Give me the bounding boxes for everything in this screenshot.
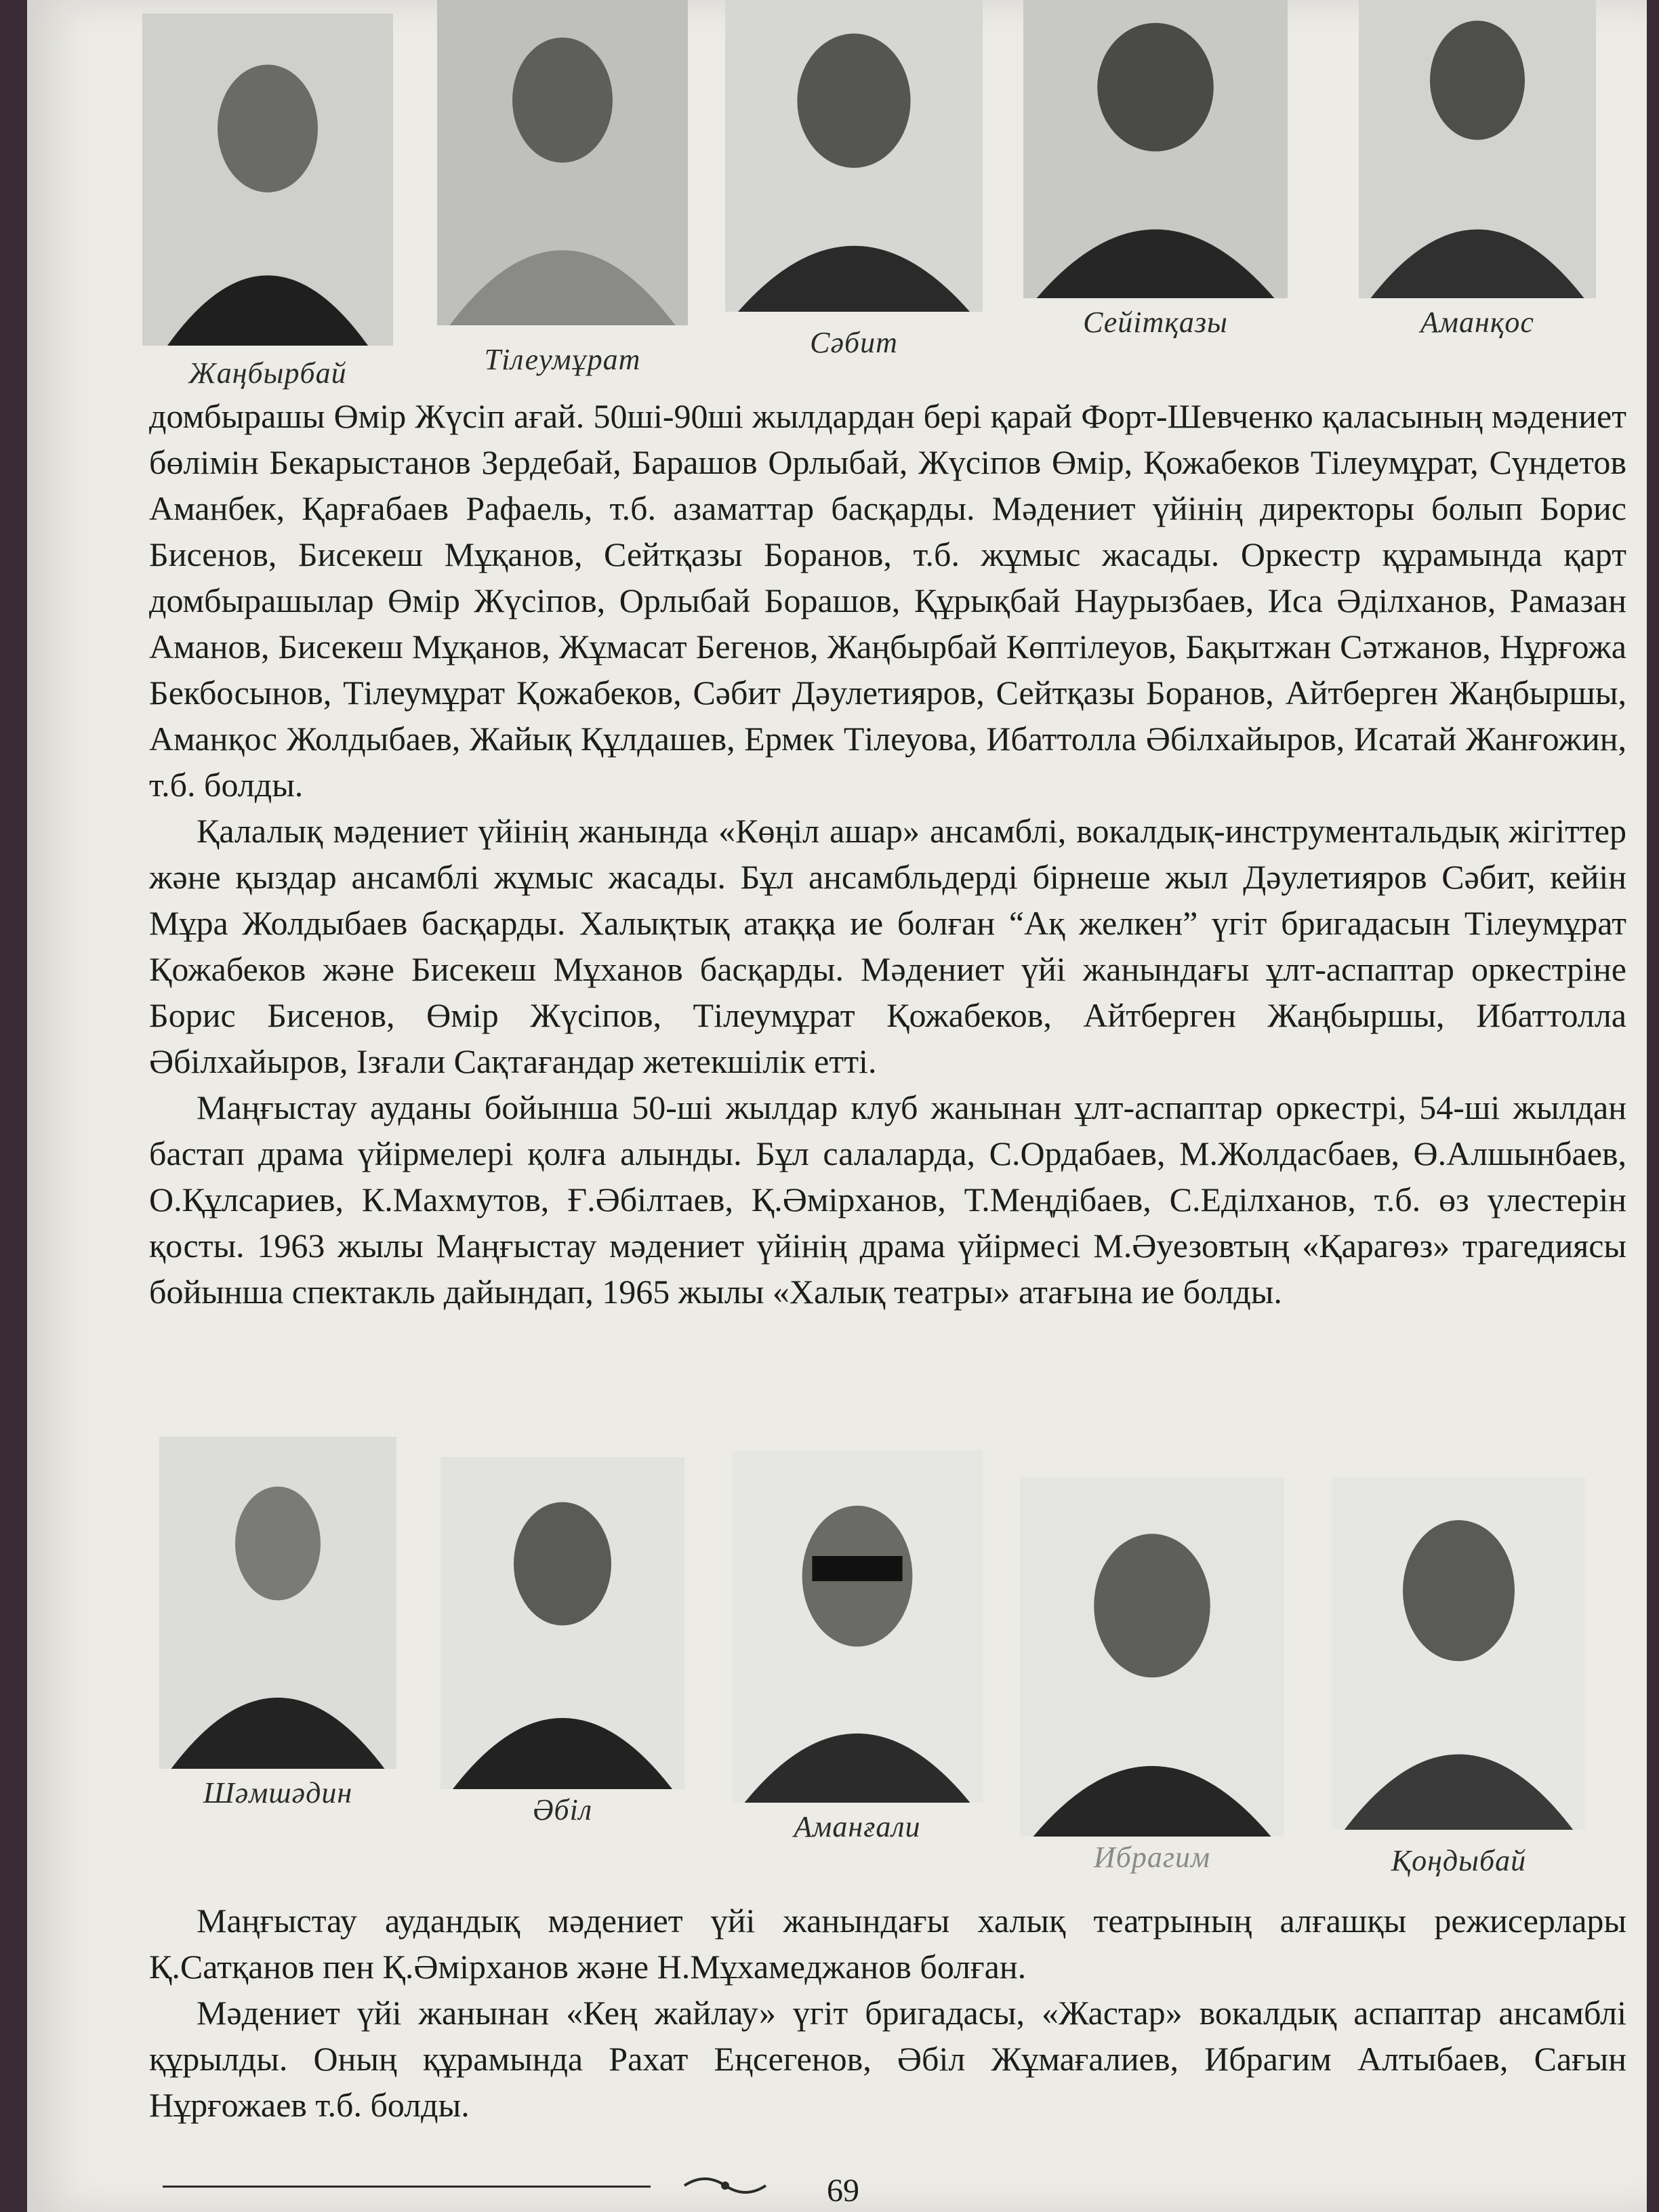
paragraph: домбырашы Өмір Жүсіп ағай. 50ші-90шi жылдардан бері қарай Форт-Шевченко қаласының мәдениет бөлімін Бекарыстанов Зердебай, Барашов Орлыбай, Жүсіпов Өмір, Қожабеков Тілеумұрат, Сүндетов Аманбек, Қарғабаев Рафаель, т.б. азаматтар басқарды. Мәдениет үйінің директоры болып Борис Бисенов, Бисекеш Мұқанов, Сейтқазы Боранов, т.б. жұмыс жасады. Оркестр құрамында қарт домбырашылар Өмір Жүсіпов, Орлыбай Борашов, Құрықбай Наурызбаев, Иса Әділханов, Рамазан Аманов, Бисекеш Мұқанов, Жұмасат Бегенов, Жаңбырбай Көптілеуов, Бақытжан Сәтжанов, Нұрғожа Бекбосынов, Тілеумұрат Қожабеков, Сәбит Дәулетияров, Сейтқазы Боранов, Айтберген Жаңбыршы, Аманқос Жолдыбаев, Жайық Құлдашев, Ермек Тілеуова, Ибаттолла Әбілхайыров, Исатай Жанғожин, т.б. болды. (149, 397, 1626, 804)
paragraph: Маңғыстау ауданы бойынша 50-ші жылдар клуб жанынан ұлт-аспаптар оркестрі, 54-ші жылдан бастап драма үйірмелері қолға алынды. Бұл салаларда, С.Ордабаев, М.Жолдасбаев, Ө.Алшынбаев, О.Құлсариев, К.Махмутов, Ғ.Әбілтаев, Қ.Әмірханов, Т.Меңдібаев, С.Еділханов, т.б. өз үлестерін қосты. 1963 жылы Маңғыстау мәдениет үйінің драма үйірмесі М.Әуезовтың «Қарагөз» трагедиясы бойынша спектакль дайындап, 1965 жылы «Халық театры» атағына ие болды. (149, 1088, 1626, 1311)
book-page (27, 0, 1647, 2212)
portrait-photo (441, 1457, 684, 1789)
photo-caption: Сәбит (810, 326, 898, 359)
photo-caption: Қоңдыбай (1391, 1844, 1527, 1877)
portrait-photo (1359, 0, 1596, 298)
ornament-icon (678, 2169, 773, 2203)
paragraph: Қалалық мәдениет үйінің жанында «Көңіл ашар» ансамблі, вокалдық-инструментальдық жігіттер және қыздар ансамблі жұмыс жасады. Бұл ансамбльдерді бірнеше жыл Дәулетияров Сәбит, кейін Мұра Жолдыбаев басқарды. Халықтық атаққа ие болған “Ақ желкен” үгіт бригадасын Тілеумұрат Қожабеков және Бисекеш Мұханов басқарды. Мәдениет үйі жанындағы ұлт-аспаптар оркестріне Борис Бисенов, Өмір Жүсіпов, Тілеумұрат Қожабеков, Айтберген Жаңбыршы, Ибаттолла Әбілхайыров, Ізғали Сақтағандар жетекшілік етті. (149, 812, 1626, 1080)
portrait-photo (437, 0, 688, 325)
portrait-photo (142, 14, 393, 346)
portrait-photo (732, 1450, 983, 1803)
main-text (149, 393, 1626, 1315)
photo-caption: Тілеумұрат (484, 343, 641, 376)
photo-caption: Ибрагим (1093, 1841, 1211, 1874)
portrait-photo (725, 0, 983, 312)
closing-text (149, 1898, 1626, 2128)
portrait-photo (1020, 1477, 1284, 1837)
paragraph: Маңғыстау аудандық мәдениет үйі жанындағы халық театрының алғашқы режисерлары Қ.Сатқанов пен Қ.Әмірханов және Н.Мұхамеджанов болған. (149, 1902, 1626, 1986)
photo-caption: Жаңбырбай (188, 356, 347, 390)
photo-caption: Шәмшәдин (203, 1776, 353, 1809)
photo-caption: Аманқос (1420, 306, 1534, 339)
portrait-photo (159, 1437, 396, 1769)
photo-caption: Аманғали (794, 1810, 921, 1843)
paragraph: Мәдениет үйі жанынан «Кең жайлау» үгіт бригадасы, «Жастар» вокалдық аспаптар ансамблі құрылды. Оның құрамында Рахат Еңсегенов, Әбіл Жұмағалиев, Ибрагим Алтыбаев, Сағын Нұрғожаев т.б. болды. (149, 1994, 1626, 2124)
page-number: 69 (827, 2173, 859, 2209)
portrait-photo (1023, 0, 1288, 298)
photo-caption: Сейітқазы (1083, 306, 1228, 339)
portrait-photo (1332, 1477, 1586, 1830)
photo-caption: Әбіл (532, 1793, 593, 1826)
footer-rule (163, 2186, 651, 2188)
